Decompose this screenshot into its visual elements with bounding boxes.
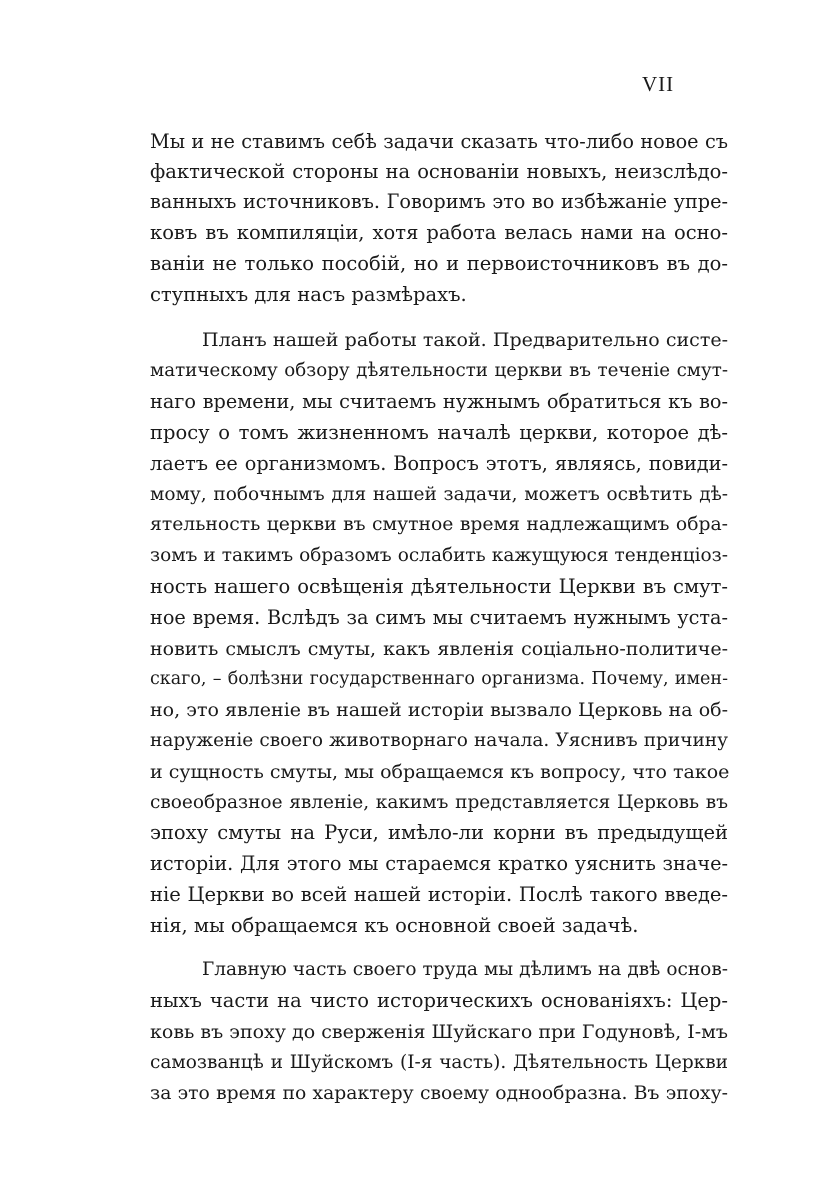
- text-line: ное время. Вслѣдъ за симъ мы считаемъ нужнымъ уста-: [150, 606, 728, 629]
- text-line: ныхъ части на чисто историческихъ основаніяхъ: Цер-: [150, 989, 728, 1012]
- text-line: мому, побочнымъ для нашей задачи, можетъ освѣтить дѣ-: [150, 484, 728, 505]
- text-line: самозванцѣ и Шуйскомъ (I-я часть). Дѣятельность Церкви: [150, 1052, 728, 1073]
- text-line: ніе Церкви во всей нашей исторіи. Послѣ такого введе-: [150, 883, 728, 906]
- text-line: ступныхъ для насъ размѣрахъ.: [150, 283, 467, 306]
- page-number: VII: [642, 72, 675, 96]
- text-line: ванныхъ источниковъ. Говоримъ это во избѣжаніе упре-: [150, 190, 728, 213]
- text-line: матическому обзору дѣятельности церкви въ теченіе смут-: [150, 360, 728, 381]
- text-line: Планъ нашей работы такой. Предварительно систе-: [202, 329, 728, 351]
- text-line: скаго, – болѣзни государственнаго организма. Почему, имен-: [150, 669, 728, 689]
- text-line: за это время по характеру своему однообразна. Въ эпоху-: [150, 1083, 728, 1104]
- text-line: Главную часть своего труда мы дѣлимъ на двѣ основ-: [202, 959, 728, 980]
- text-line: но, это явленіе въ нашей исторіи вызвало Церковь на об-: [150, 699, 728, 721]
- text-line: зомъ и такимъ образомъ ослабить кажущуюся тенденціоз-: [150, 545, 728, 566]
- text-line: новить смыслъ смуты, какъ явленія соціально-политиче-: [150, 638, 728, 660]
- text-line: ковь въ эпоху до сверженія Шуйскаго при Годуновѣ, I-мъ: [150, 1021, 728, 1043]
- text-line: наго времени, мы считаемъ нужнымъ обратиться къ во-: [150, 390, 728, 413]
- text-line: эпоху смуты на Руси, имѣло-ли корни въ предыдущей: [150, 821, 728, 844]
- text-line: наруженіе своего животворнаго начала. Уяснивъ причину: [150, 730, 728, 751]
- text-line: и сущность смуты, мы обращаемся къ вопросу, что такое: [150, 761, 730, 783]
- text-line: своеобразное явленіе, какимъ представляется Церковь въ: [150, 792, 728, 813]
- text-line: ятельность церкви въ смутное время надлежащимъ обра-: [150, 514, 728, 535]
- text-line: ваніи не только пособій, но и первоисточниковъ въ до-: [150, 252, 728, 275]
- text-line: ность нашего освѣщенія дѣятельности Церкви въ смут-: [150, 575, 728, 598]
- text-line: нія, мы обращаемся къ основной своей задачѣ.: [150, 914, 639, 937]
- text-line: исторіи. Для этого мы стараемся кратко уяснить значе-: [150, 852, 728, 875]
- text-line: ковъ въ компиляціи, хотя работа велась нами на осно-: [150, 221, 728, 244]
- text-line: фактической стороны на основаніи новыхъ, неизслѣдо-: [150, 160, 728, 183]
- text-line: Мы и не ставимъ себѣ задачи сказать что-либо новое съ: [150, 130, 728, 153]
- text-line: просу о томъ жизненномъ началѣ церкви, которое дѣ-: [150, 421, 728, 444]
- text-line: лаетъ ее организмомъ. Вопросъ этотъ, являясь, повиди-: [150, 452, 728, 475]
